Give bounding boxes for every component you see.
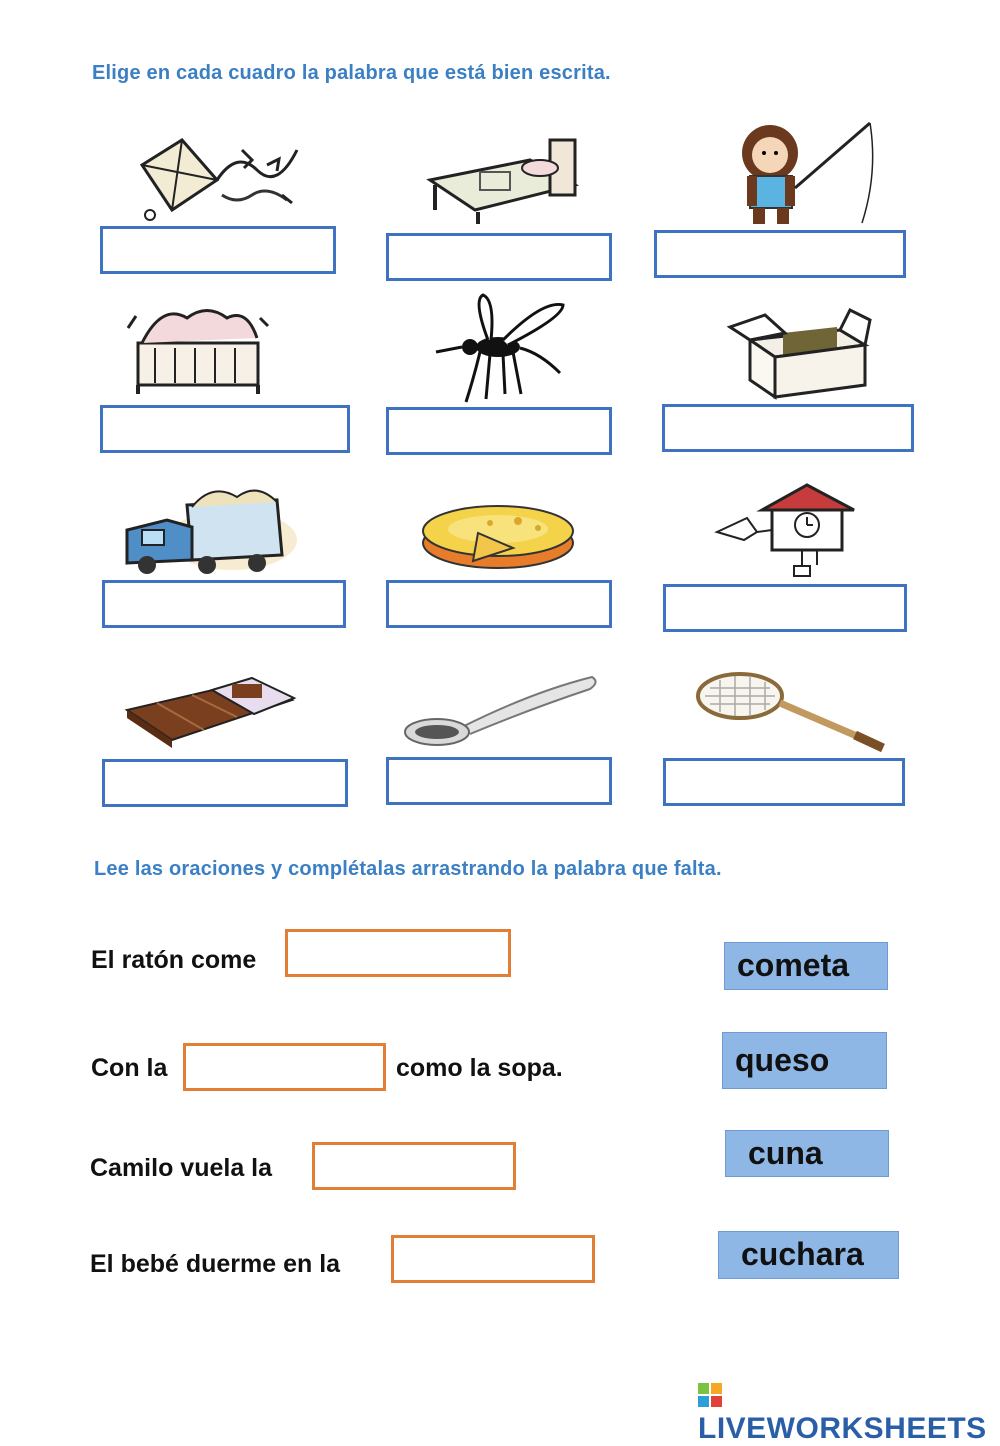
word-chip-queso[interactable]: queso xyxy=(722,1032,887,1089)
answer-box-5[interactable] xyxy=(386,407,612,455)
answer-box-6[interactable] xyxy=(662,404,914,452)
sentence-2-text: Con la xyxy=(91,1054,168,1082)
word-chip-cuchara[interactable]: cuchara xyxy=(718,1231,899,1279)
sentence-2-end: como la sopa. xyxy=(396,1054,563,1082)
answer-box-7[interactable] xyxy=(102,580,346,628)
open-box-icon xyxy=(725,305,875,400)
answer-box-4[interactable] xyxy=(100,405,350,453)
answer-box-12[interactable] xyxy=(663,758,905,806)
spoon-icon xyxy=(402,672,600,752)
answer-box-1[interactable] xyxy=(100,226,336,274)
answer-box-9[interactable] xyxy=(663,584,907,632)
drop-box-2[interactable] xyxy=(183,1043,386,1091)
answer-box-11[interactable] xyxy=(386,757,612,805)
bed-icon xyxy=(420,130,590,225)
word-chip-cometa[interactable]: cometa xyxy=(724,942,888,990)
dump-truck-icon xyxy=(112,485,297,577)
kite-icon xyxy=(122,125,307,225)
liveworksheets-logo-text: LIVEWORKSHEETS xyxy=(698,1412,987,1445)
instruction-part1: Elige en cada cuadro la palabra que está bien escrita. xyxy=(92,62,611,84)
answer-box-10[interactable] xyxy=(102,759,348,807)
answer-box-3[interactable] xyxy=(654,230,906,278)
cuckoo-clock-icon xyxy=(712,480,862,580)
sentence-1-text: El ratón come xyxy=(91,946,257,974)
sentence-3-text: Camilo vuela la xyxy=(90,1154,273,1182)
drop-box-4[interactable] xyxy=(391,1235,595,1283)
word-chip-cuna[interactable]: cuna xyxy=(725,1130,889,1177)
drop-box-3[interactable] xyxy=(312,1142,516,1190)
answer-box-8[interactable] xyxy=(386,580,612,628)
liveworksheets-logo-icon xyxy=(698,1383,722,1407)
sentence-4-text: El bebé duerme en la xyxy=(90,1250,341,1278)
mosquito-icon xyxy=(428,292,578,404)
liveworksheets-logo xyxy=(698,1378,1000,1446)
instruction-part2: Lee las oraciones y complétalas arrastrando la palabra que falta. xyxy=(94,858,722,880)
cheese-icon xyxy=(418,493,578,573)
answer-box-2[interactable] xyxy=(386,233,612,281)
racket-icon xyxy=(695,668,890,753)
eskimo-fishing-icon xyxy=(725,118,880,226)
drop-box-1[interactable] xyxy=(285,929,511,977)
crib-icon xyxy=(120,298,275,396)
chocolate-bar-icon xyxy=(122,670,300,755)
